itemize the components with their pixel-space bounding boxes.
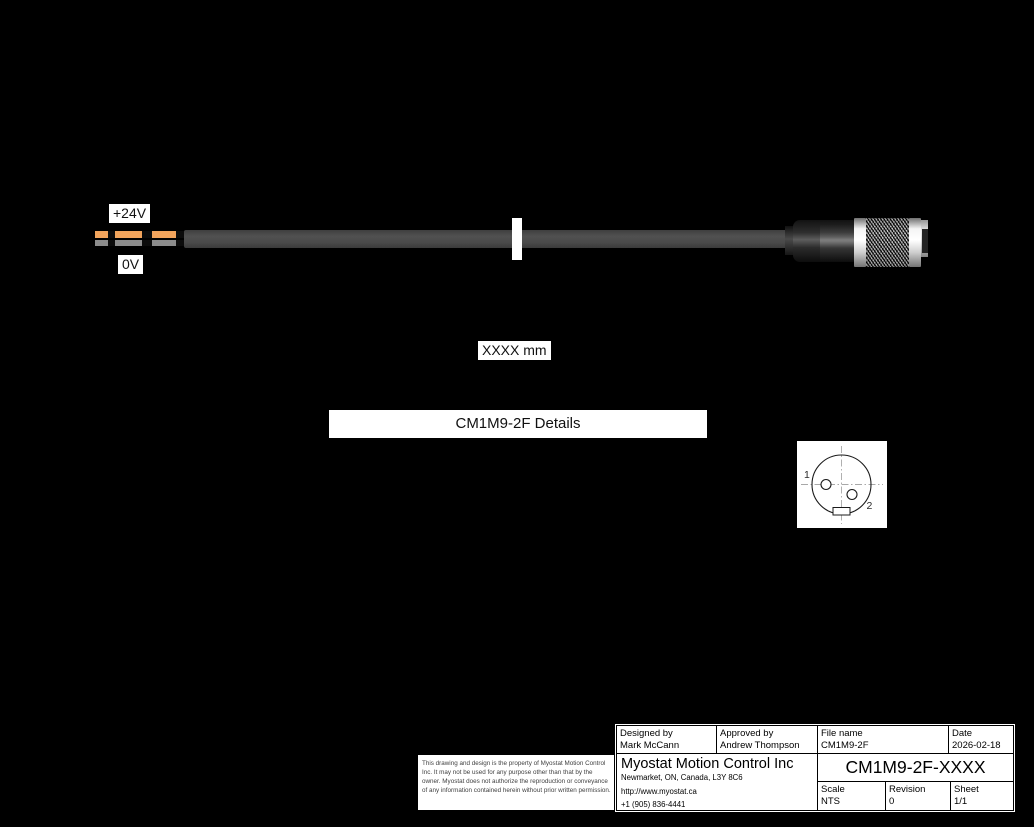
- approved-by-cell: [717, 726, 817, 753]
- pinout-panel: [797, 441, 887, 528]
- designed-by-value: Mark McCann: [620, 740, 680, 751]
- scale-label: Scale: [821, 784, 845, 795]
- designed-by-cell: [617, 726, 716, 753]
- sheet-cell: [951, 782, 1013, 810]
- connector-boot-highlight: [820, 220, 854, 262]
- wire-ground-0v: [95, 240, 187, 246]
- connector-front-ring: [909, 218, 921, 267]
- approved-by-value: Andrew Thompson: [720, 740, 800, 751]
- date-label: Date: [952, 728, 973, 739]
- date-cell: [949, 726, 1013, 753]
- designed-by-label: Designed by: [620, 728, 673, 739]
- connector-knurled-nut: [866, 218, 909, 267]
- pinout-pin-1: [821, 480, 831, 490]
- company-cell: [617, 754, 817, 810]
- part-number-cell: CM1M9-2F-XXXX: [818, 754, 1013, 781]
- cable-break-mark: [512, 218, 522, 260]
- pinout-pin-2: [847, 490, 857, 500]
- company-address: Newmarket, ON, Canada, L3Y 8C6: [621, 773, 743, 782]
- cable-jacket: [184, 230, 790, 248]
- company-website: http://www.myostat.ca: [621, 786, 697, 796]
- approved-by-label: Approved by: [720, 728, 774, 739]
- wire-label-0v: 0V: [118, 255, 143, 274]
- file-name-cell: [818, 726, 948, 753]
- title-block: [616, 725, 1014, 811]
- cable-length-label: XXXX mm: [478, 341, 551, 360]
- pinout-pin-2-label: 2: [866, 500, 873, 512]
- details-title-bar: CM1M9-2F Details: [329, 410, 707, 438]
- company-name: Myostat Motion Control Inc: [621, 756, 794, 772]
- disclaimer-box: This drawing and design is the property of Myostat Motion Control Inc. It may not be used for any purpose other than that by the owner. Myostat does not authorize the reproduction or conveyance of any information contained herein without prior written permission.: [418, 755, 614, 810]
- revision-label: Revision: [889, 784, 926, 795]
- wire-positive-24v: [95, 231, 187, 238]
- scale-value: NTS: [821, 796, 840, 807]
- sheet-label: Sheet: [954, 784, 979, 795]
- file-name-value: CM1M9-2F: [821, 740, 869, 751]
- pinout-pin-1-label: 1: [804, 469, 810, 481]
- revision-value: 0: [889, 796, 895, 807]
- connector-rear-ring: [854, 218, 866, 267]
- revision-cell: [886, 782, 950, 810]
- scale-cell: [818, 782, 885, 810]
- pinout-diagram: [797, 441, 887, 528]
- file-name-label: File name: [821, 728, 863, 739]
- company-phone: +1 (905) 836-4441: [621, 800, 686, 809]
- connector-tip-core: [922, 229, 928, 253]
- pinout-keyway-notch: [833, 508, 850, 516]
- date-value: 2026-02-18: [952, 740, 1001, 751]
- sheet-value: 1/1: [954, 796, 968, 807]
- wire-label-24v: +24V: [109, 204, 150, 223]
